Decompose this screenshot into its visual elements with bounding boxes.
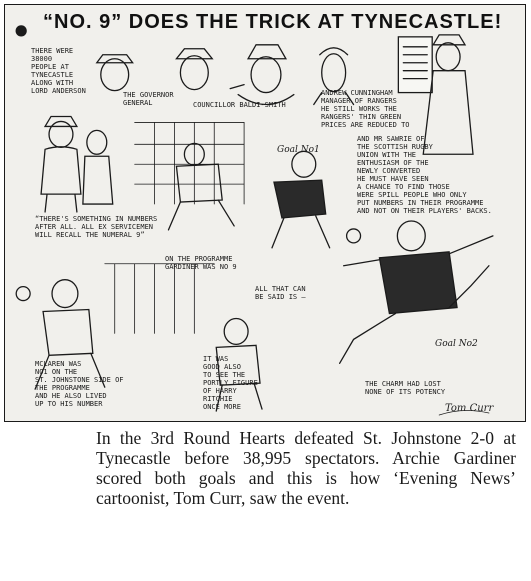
note-gardiner: ON THE PROGRAMME GARDINER WAS NO 9	[165, 255, 237, 271]
note-cunningham: ANDREW CUNNINGHAM MANAGER OF RANGERS HE STILL WORKS THE RANGERS' THIN GREEN PRICES ARE REDUCED TO	[321, 89, 410, 129]
note-councillor: COUNCILLOR BALDI-SMITH	[193, 101, 286, 109]
cartoon-headline: “NO. 9” DOES THE TRICK AT TYNECASTLE!	[43, 11, 503, 33]
note-mclaren: MCLAREN WAS NO1 ON THE ST. JOHNSTONE SIDE OF THE PROGRAMME AND HE ALSO LIVED UP TO HIS NUMBER	[35, 360, 124, 408]
note-charm: THE CHARM HAD LOST NONE OF ITS POTENCY	[365, 380, 446, 396]
note-ritchie: IT WAS GOOD ALSO TO SEE THE PORTLY FIGURE OF HARRY RITCHIE ONCE MORE	[203, 355, 258, 411]
player-heading	[272, 151, 361, 248]
note-crowd: THERE WERE 38000 PEOPLE AT TYNECASTLE ALONG WITH LORD ANDERSON	[31, 47, 86, 95]
note-all-that: ALL THAT CAN BE SAID IS —	[255, 285, 306, 301]
caption-text: In the 3rd Round Hearts defeated St. Johnstone 2-0 at Tynecastle before 38,995 spectators. Archie Gardiner scored both goals and this is how ‘Evening News’ cartoonist, Tom Curr, saw the event.	[96, 428, 516, 508]
goal-1-label: Goal No1	[277, 145, 320, 155]
cartoonist-signature: Tom Curr	[445, 403, 494, 414]
cartoon-illustration	[4, 4, 526, 422]
falling-player	[168, 143, 234, 230]
note-general: THE GOVERNOR GENERAL	[123, 91, 174, 107]
goal-2-label: Goal No2	[435, 339, 478, 349]
note-numbers: “THERE'S SOMETHING IN NUMBERS AFTER ALL. ALL EX SERVICEMEN WILL RECALL THE NUMERAL 9”	[35, 215, 158, 239]
soldier-figures	[41, 116, 113, 212]
note-sawrie: AND MR SAWRIE OF THE SCOTTISH RUGBY UNION WITH THE ENTHUSIASM OF THE NEWLY CONVERTED HE MUST HAVE SEEN A CHANCE TO FIND THOSE WERE SPILL PEOPLE WHO ONLY PUT NUMBERS IN THEIR PROGRAMME AND NOT ON THEIR PLAYERS' BACKS.	[357, 135, 492, 215]
